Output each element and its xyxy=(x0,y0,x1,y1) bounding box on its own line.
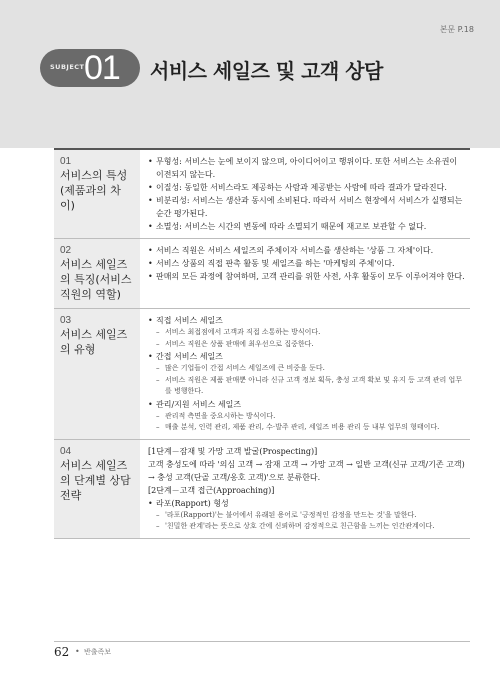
sub-item: – 많은 기업들이 간접 서비스 세일즈에 큰 비중을 둔다. xyxy=(156,364,325,372)
sub-item: – 서비스 직원은 제품 판매뿐 아니라 신규 고객 정보 획득, 충성 고객 확보 및 유지 등 고객 관리 업무를 병행한다. xyxy=(156,375,463,395)
bullet-item: • 서비스 직원은 서비스 세일즈의 주체이자 서비스를 생산하는 '상품 그 자체'이다. xyxy=(148,246,434,255)
bullet-item: • 라포(Rapport) 형성 xyxy=(148,498,229,508)
page-reference: 본문 P.18 xyxy=(439,25,474,34)
row-number: 02 xyxy=(60,245,72,256)
bullet-item: • 비분리성: 서비스는 생산과 동시에 소비된다. 따라서 서비스 현장에서 서비스가 실행되는 순간 평가된다. xyxy=(148,196,463,218)
bullet-item: • 이질성: 동일한 서비스라도 제공하는 사람과 제공받는 사람에 따라 결과가 달라진다. xyxy=(148,183,447,192)
bullet-item: • 간접 서비스 세일즈 xyxy=(148,352,223,361)
sub-item: – '친밀한 관계'라는 뜻으로 상호 간에 신뢰하며 감정적으로 친근함을 느끼는 인간관계이다. xyxy=(156,522,435,530)
bullet-item: • 서비스 상품의 직접 판촉 활동 및 세일즈를 하는 '마케팅의 주체'이다. xyxy=(148,259,395,268)
bullet-item: • 판매의 모든 과정에 참여하며, 고객 관리를 위한 사전, 사후 활동이 모두 이루어져야 한다. xyxy=(148,272,465,281)
bullet-item: • 직접 서비스 세일즈 xyxy=(148,316,223,325)
subject-label: SUBJECT xyxy=(50,63,85,71)
row-content xyxy=(140,309,470,439)
step-heading: [1단계－잠재 및 가망 고객 발굴(Prospecting)] xyxy=(148,446,318,456)
row-content xyxy=(140,150,470,238)
row-number: 04 xyxy=(60,445,72,457)
bullet-item: • 관리/지원 서비스 세일즈 xyxy=(148,399,242,409)
row-number: 03 xyxy=(60,315,72,326)
subject-number: 01 xyxy=(84,49,120,87)
sub-item: – 관리적 측면을 중요시하는 방식이다. xyxy=(156,411,276,420)
sub-item: – '라포(Rapport)'는 불어에서 유래된 용어로 '긍정적인 감정을 만드는 것'을 말한다. xyxy=(156,510,417,519)
page-footer xyxy=(54,641,470,659)
row-content xyxy=(140,239,470,308)
sub-item: – 매출 분석, 인력 관리, 제품 관리, 수·발주 관리, 세일즈 비용 관리 등 내부 업무의 형태이다. xyxy=(156,423,440,431)
row-heading xyxy=(54,150,140,238)
row-topic: 서비스 세일즈의 특징(서비스 직원의 역할) xyxy=(60,258,132,301)
sub-item: – 서비스 직원은 상품 판매에 최우선으로 집중한다. xyxy=(156,339,314,348)
book-name: 반출족보 xyxy=(84,648,112,656)
sub-item: – 서비스 최접점에서 고객과 직접 소통하는 방식이다. xyxy=(156,328,321,336)
footer-divider xyxy=(54,641,470,642)
bullet-item: • 무형성: 서비스는 눈에 보이지 않으며, 아이디어이고 행위이다. 또한 서비스는 소유권이 이전되지 않는다. xyxy=(148,157,458,179)
page-number: 62 xyxy=(54,645,70,659)
bullet-item: • 소멸성: 서비스는 시간의 변동에 따라 소멸되기 때문에 재고로 보관할 수 없다. xyxy=(148,222,427,231)
step-heading: [2단계－고객 접근(Approaching)] xyxy=(148,485,275,495)
step-description: 고객 충성도에 따라 '의심 고객 → 잠재 고객 → 가망 고객 → 일반 고객(신규 고객/기존 고객) → 충성 고객(단골 고객/옹호 고객)'으로 분류한다. xyxy=(148,459,465,482)
row-heading xyxy=(54,309,140,439)
row-content xyxy=(140,440,470,538)
table-row xyxy=(54,239,470,309)
table-row xyxy=(54,440,470,539)
table-row xyxy=(54,148,470,239)
row-number: 01 xyxy=(60,156,72,167)
subject-badge xyxy=(40,49,140,87)
page-title: 서비스 세일즈 및 고객 상담 xyxy=(150,59,383,83)
row-topic: 서비스 세일즈의 단계별 상담 전략 xyxy=(60,458,131,502)
row-heading xyxy=(54,239,140,308)
footer-separator: • xyxy=(75,647,80,656)
row-topic: 서비스의 특성 (제품과의 차이) xyxy=(60,169,128,212)
row-heading xyxy=(54,440,140,538)
chapter-header xyxy=(0,0,500,148)
row-topic: 서비스 세일즈의 유형 xyxy=(60,328,128,356)
summary-table xyxy=(54,148,470,539)
table-row xyxy=(54,309,470,440)
